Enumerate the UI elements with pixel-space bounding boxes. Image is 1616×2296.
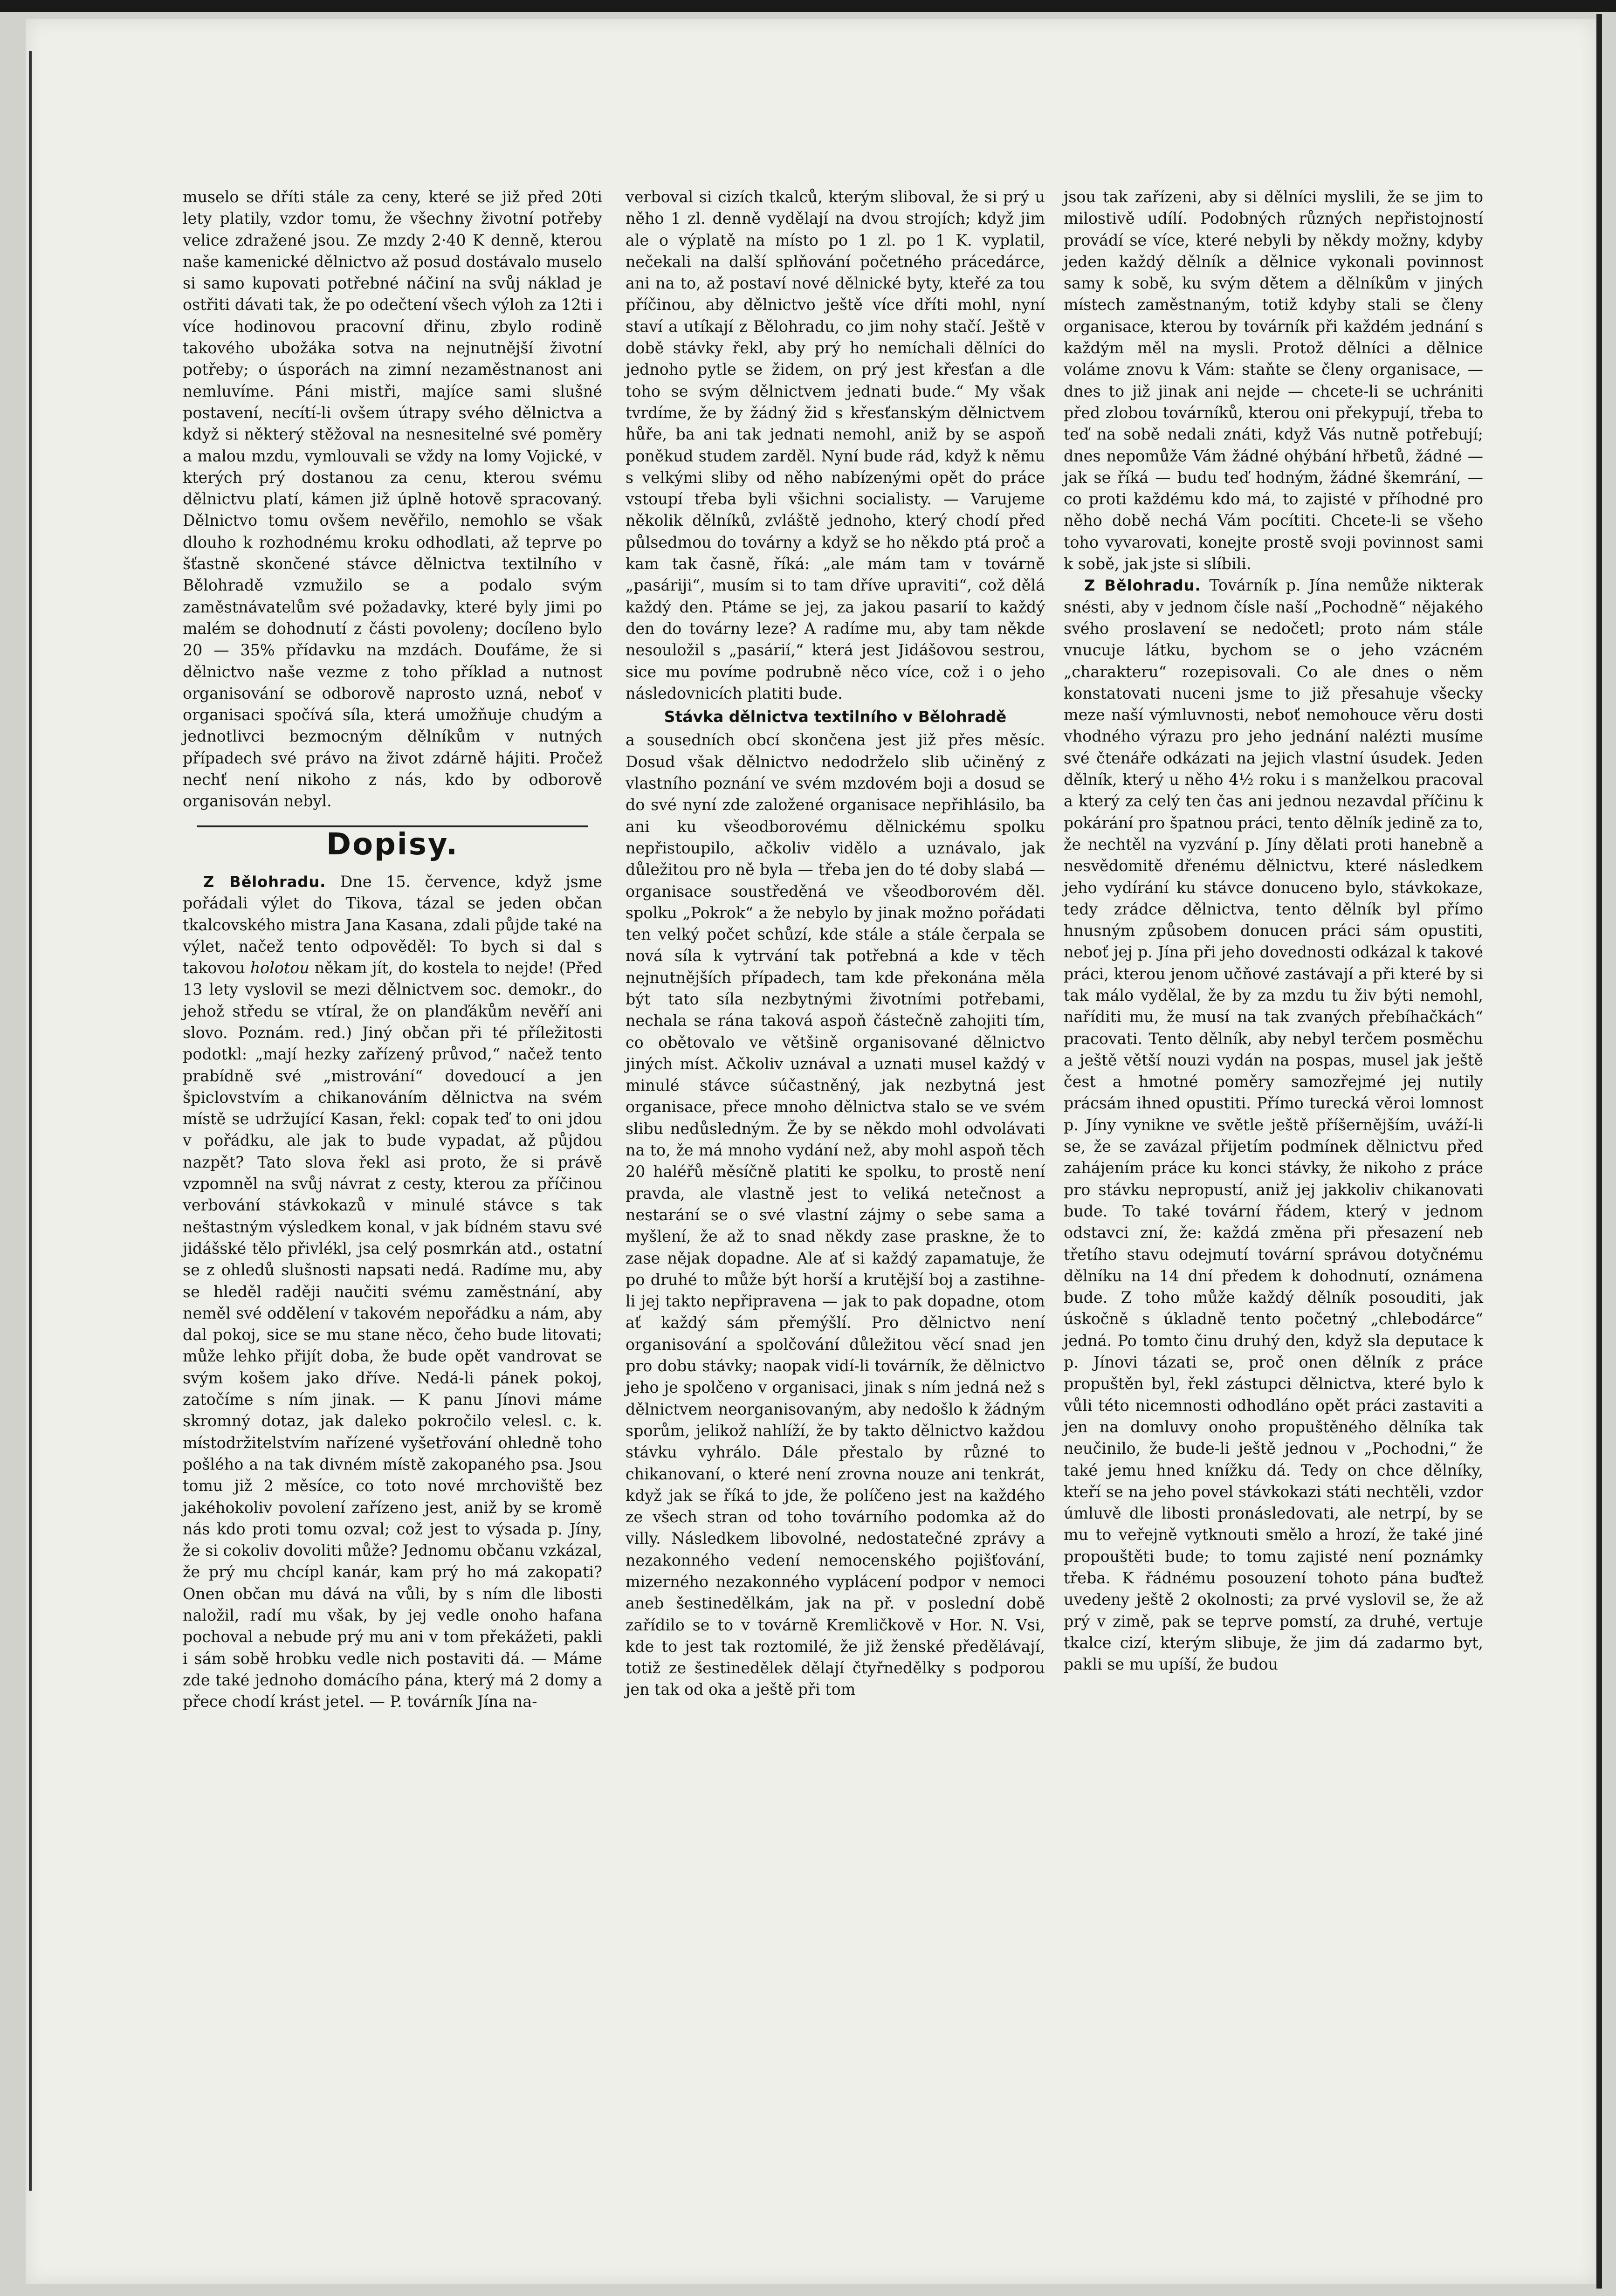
letter-text: Továrník p. Jína nemůže nikterak snésti, aby v jednom čísle naší „Pochodně“ nějakého svého proslavení se nedočetl; proto nám stále vnucuje látku, bychom se o jeho vzácném „charakteru“ rozepisovali. Co ale dnes o něm konstatovati nuceni jsme to již přesahuje všecky meze naší výmluvnosti, neboť nemohouce věru dosti vhodného výrazu pro jeho jednání nalézti musíme své čtenáře odkázati na jejich vlastní úsudek. Jeden dělník, který u něho 4½ roku i s manželkou pracoval a který za celý ten čas ani jednou nezavdal příčinu k pokárání pro špatnou práci, tento dělník jedině za to, že nechtěl na vyzvání p. Jíny dělati proti hanebně a nesvědomitě dřenému dělnictvu, které následkem jeho vydírání ku stávce donuceno bylo, stávkokaze, tedy zrádce dělnictva, tento dělník byl přímo hnusným způsobem donucen práci sám opustiti, neboť jej p. Jína při jeho dovednosti odkázal k takové práci, kterou jenom učňové zastávají a při které by si tak málo vydělal, že by za mzdu tu živ býti nemohl, naříditi mu, že musí na tak zvaných přebíhačkách“ pracovati. Tento dělník, aby nebyl terčem posměchu a ještě větší nouzi vydán na pospas, musel jak ještě čest a hmotné poměry samozřejmé jej nutily prácsám ihned opustiti. Přímo turecká věroi lomnost p. Jíny vynikne ve světle ještě příšernějším, uváží-li se, že se zavázal přijetím podmínek dělnictvu před zahájením práce ku konci stávky, že nikoho z práce pro stávku nepropustí, aniž jej jakkoliv chikanovati bude. To také tovární řádem, který v jednom odstavci zní, že: každá změna při přesazení neb třetího stavu odejmutí tovární správou dotyčnému dělníku na 14 dní předem k dohodnutí, oznámena bude. Z toho může každý dělník posouditi, jak úskočně s úkladně tento početný „chlebodárce“ jedná. Po tomto činu druhý den, když sla deputace k p. Jínovi tázati se, proč onen dělník z práce propuštěn byl, řekl zástupci dělnictva, které bylo k vůli této nicemnosti odhodláno opět práci zastaviti a jen na domluvy onoho propuštěného dělníka tak neučinilo, že bude-li ještě jednou v „Pochodni,“ že také jemu hned knížku dá. Tedy on chce dělníky, kteří se na jeho povel stávkokazi státi nechtěli, vzdor úmluvě dle libosti pronásledovati, ale netrpí, by se mu to veřejně vytknouti smělo a hrozí, že také jiné propouštěti bude; to tomu zajisté není poznámky třeba. K řádnému posouzení tohoto pána buďtež uvedeny ještě 2 okolnosti; za prvé vyslovil se, že až prý v zimě, pak se teprve pomstí, za druhé, vertuje tkalce cizí, kterým slibuje, že jim dá zadarmo byt, pakli se mu upíší, že budou: [1064, 576, 1484, 1674]
strike-article-text: a sousedních obcí skončena jest již přes měsíc. Dosud však dělnictvo nedodrželo slib učiněný z vlastního poznání ve svém mzdovém boji a dosud se do své nyní zde založené organisace nepřihlásilo, ba ani ku všeodborovému dělnickému spolku nepřistoupilo, ačkoliv vidělo a uznávalo, jak důležitou pro ně byla — třeba jen do té doby slabá — organisace soustředěná ve všeodborovém děl. spolku „Pokrok“ a že nebylo by jinak možno pořádati ten velký počet schůzí, kde stále a stále čerpala se nová síla k vytrvání tak potřebná a kde v těch nejnutnějších případech, tam kde překonána měla být tato síla nezbytnými životními potřebami, nechala se rána taková aspoň částečně zahojiti tím, co obětovalo ve většině organisované dělnictvo jiných míst. Ačkoliv uznával a uznati musel každý v minulé stávce súčastněný, jak nezbytná jest organisace, přece mnoho dělnictva stalo se ve svém slibu nedůsledným. Že by se někdo mohl odvolávati na to, že má mnoho vydání než, aby mohl aspoň těch 20 haléřů měsíčně platiti ke spolku, to prostě není pravda, ale vlastně jest to veliká netečnost a nestarání se o své vlastní zájmy o sebe sama a myšlení, že až to snad někdy zase praskne, že to zase nějak dopadne. Ale ať si každý zapamatuje, že po druhé to může být horší a krutější boj a zastihne-li jej takto nepřipravena — jak to pak dopadne, otom ať každý sám přemýšlí. Pro dělnictvo není organisování a spolčování důležitou věcí snad jen pro dobu stávky; naopak vidí-li továrník, že dělnictvo jeho je spolčeno v organisaci, jinak s ním jedná než s dělnictvem neorganisovaným, aby nedošlo k žádným sporům, jelikož nahlíží, že by takto dělnictvo každou stávku vyhrálo. Dále přestalo by různé to chikanovaní, o které není zrovna nouze ani tenkrát, když jak se říká to jde, že políčeno jest na každého ze všech stran od toho továrního podomka až do villy. Následkem libovolné, nedostatečné zprávy a nezakonného vedení nemocenského pojišťování, mizerného nezakonného vyplácení podpor v nemoci aneb šestinedělkám, jak na př. v poslední době zařídilo se to v továrně Kremličkově v Hor. N. Vsi, kde to jest tak roztomilé, že již ženské předělávají, totiž ze šestinedělek dělají čtyřnedělky s podporou jen tak od oka a ještě při tom: [626, 731, 1045, 1699]
letter-belohrad-2: [1064, 575, 1483, 1675]
left-margin-rule: [29, 51, 32, 2191]
column-right: [1064, 186, 1483, 1675]
letter-belohrad-1: [183, 871, 602, 1713]
section-divider: [197, 825, 588, 827]
column-middle: [626, 186, 1045, 1701]
article-continuation-text: muselo se dříti stále za ceny, které se již před 20ti lety platily, vzdor tomu, že všechny životní potřeby velice zdražené jsou. Ze mzdy 2·40 K denně, kterou naše kamenické dělnictvo až posud dostávalo muselo si samo kupovati potřebné náčiní na svůj náklad je ostřiti dávati tak, že po odečtení všech výloh za 12ti i více hodinovou pracovní dřinu, zbylo rodině takového ubožáka sotva na nejnutnější životní potřeby; o úsporách na zimní nezaměstnanost ani nemluvíme. Páni mistři, majíce sami slušné postavení, necítí-li ovšem útrapy svého dělnictva a když si některý stěžoval na nesnesitelné své poměry a malou mzdu, vymlouvali se vždy na lomy Vojické, v kterých prý dostanou za cenu, kterou svému dělnictvu platí, kámen již úplně hotově spracovaný. Dělnictvo tomu ovšem nevěřilo, nemohlo se však dlouho k rozhodnému kroku odhodlati, až teprve po šťastně skončené stávce dělnictva textilního v Bělohradě vzmužilo se a podalo svým zaměstnávatelům své požadavky, které byly jimi po malém se dohodnutí z části povoleny; docíleno bylo 20 — 35% přídavku na mzdách. Doufáme, že si dělnictvo naše vezme z toho příklad a nutnost organisování se odborově naprosto uzná, neboť v organisaci spočívá síla, která umožňuje chudým a jednotlivci bezmocným dělníkům v nutných případech své právo na život zdárně hájiti. Pročež nechť není nikoho z nás, kdo by odborově organisován nebyl.: [183, 188, 602, 811]
right-page-edge: [1596, 14, 1602, 2289]
column-left: [183, 186, 602, 1712]
subheading-strike: Stávka dělnictva textilního v Bělohradě: [664, 708, 1007, 726]
dateline-place: Z Bělohradu.: [1084, 577, 1201, 595]
dateline-place: Z Bělohradu.: [203, 873, 326, 891]
section-title-dopisy: Dopisy.: [326, 827, 459, 862]
strike-article-continuation: jsou tak zařízeni, aby si dělníci myslili, že se jim to milostivě udílí. Podobných různých nepřistojností provádí se více, které nebyli by někdy možny, kdyby jeden každý dělník a dělnice vykonali povinnost samy k sobě, ku svým dětem a dělníkům v jiných místech zaměstnaným, totiž kdyby stali se členy organisace, kterou by továrník při každém jednání s každým měl na mysli. Protož dělníci a dělnice voláme znovu k Vám: staňte se členy organisace, — dnes to již jinak ani nejde — chcete-li se uchrániti před zlobou továrníků, kterou oni překypují, třeba to teď na sobě nedali znáti, když Vás nutně potřebují; dnes nepomůže Vám žádné ohýbání hřbetů, žádné — jak se říká — budu teď hodným, žádné škemrání, — co proti každému kdo má, to zajisté v příhodné pro něho době nechá Vám pocítiti. Chcete-li se všeho toho vyvarovati, konejte prostě svoji povinnost sami k sobě, jak jste si slíbili.: [1064, 188, 1483, 573]
letter-text-b: někam jít, do kostela to nejde! (Před 13 lety vyslovil se mezi dělnictvem soc. demokr., do jehož středu se vtíral, že on planďákům nevěří ani slovo. Poznám. red.) Jiný občan při té příležitosti podotkl: „mají hezky zařízený průvod,“ načež tento prabídně své „mistrování“ dovedoucí a jen špiclovstvím a chikanováním dělnictva na svém místě se udržující Kasan, řekl: copak teď to oni jdou v pořádku, ale jak to bude vypadat, až půjdou nazpět? Tato slova řekl asi proto, že si právě vzpomněl na svůj návrat z cesty, kterou za příčinou verbování stávkokazů v minulé stávce s tak neštastným výsledkem konal, v jak bídném stavu své jidášské tělo přivlékl, jsa celý posmrkán atd., ostatní se z ohledů slušnosti napsati nedá. Radíme mu, aby se hleděl raději naučiti svému zaměstnání, aby neměl své oddělení v takovém nepořádku a nám, aby dal pokoj, sice se mu stane něco, čeho bude litovati; může lehko přijít doba, že bude opět vandrovat se svým košem jako dříve. Nedá-li pánek pokoj, zatočíme s ním jinak. — K panu Jínovi máme skromný dotaz, jak daleko pokročilo velesl. c. k. místodržitelstvím nařízené vyšetřování ohledně toho pošlého a na tak divném místě zakopaného psa. Jsou tomu již 2 měsíce, co toto nové mrchoviště bez jakéhokoliv povolení zařízeno jest, aniž by se kromě nás kdo proti tomu ozval; což jest to výsada p. Jíny, že si cokoliv dovoliti může? Jednomu občanu vzkázal, že prý mu chcípl kanár, kam prý ho má zakopati? Onen občan mu dává na vůli, by s ním dle libosti naložil, radí mu však, by jej vedle onoho hafana pochoval a nebude prý mu ani v tom překážeti, pakli i sám sobě hrobku vedle nich postaviti dá. — Máme zde také jednoho domácího pána, který má 2 domy a přece chodí krást jetel. — P. továrník Jína na-: [183, 959, 603, 1711]
letter-continuation-text: verboval si cizích tkalců, kterým sliboval, že si prý u něho 1 zl. denně vydělají na dvou strojích; když jim ale o výplatě na místo po 1 zl. po 1 K. vyplatil, nečekali na další splňování početného prácedárce, ani na to, až postaví nové dělnické byty, kteřé za tou příčinou, aby dělnictvo ještě více dříti mohl, nyní staví a utíkají z Bělohradu, co jim nohy stačí. Ještě v době stávky řekl, aby prý ho nemíchali dělníci do jednoho pytle se židem, on prý jest křesťan a dle toho se svým dělnictvem jednati bude.“ My však tvrdíme, že by žádný žid s křesťanským dělnictvem hůře, ba ani tak jednati nemohl, aniž by se aspoň poněkud studem zarděl. Nyní bude rád, když k němu s velkými sliby od něho nabízenými opět do práce vstoupí třeba byli všichni socialisty. — Varujeme několik dělníků, zvláště jednoho, který chodí před půlsedmou do továrny a když se ho někdo ptá proč a kam tak časně, říká: „ale mám tam v továrně „pasáriji“, musím si to tam dříve upraviti“, což dělá každý den. Ptáme se jej, za jakou pasarií to každý den do továrny leze? A radíme mu, aby tam někde nesouložil s „pasárií,“ která jest Jidášovou sestrou, sice mu povíme podrubně něco více, což i o jeho následovnicích platiti bude.: [626, 188, 1045, 702]
emphasized-word: holotou: [250, 959, 309, 977]
letter-text-a: Dne 15. července, když jsme pořádali výlet do Tikova, tázal se jeden občan tkalcovského mistra Jana Kasana, zdali půjde také na výlet, načež tento odpověděl: To bych si dal s takovou: [183, 872, 603, 977]
